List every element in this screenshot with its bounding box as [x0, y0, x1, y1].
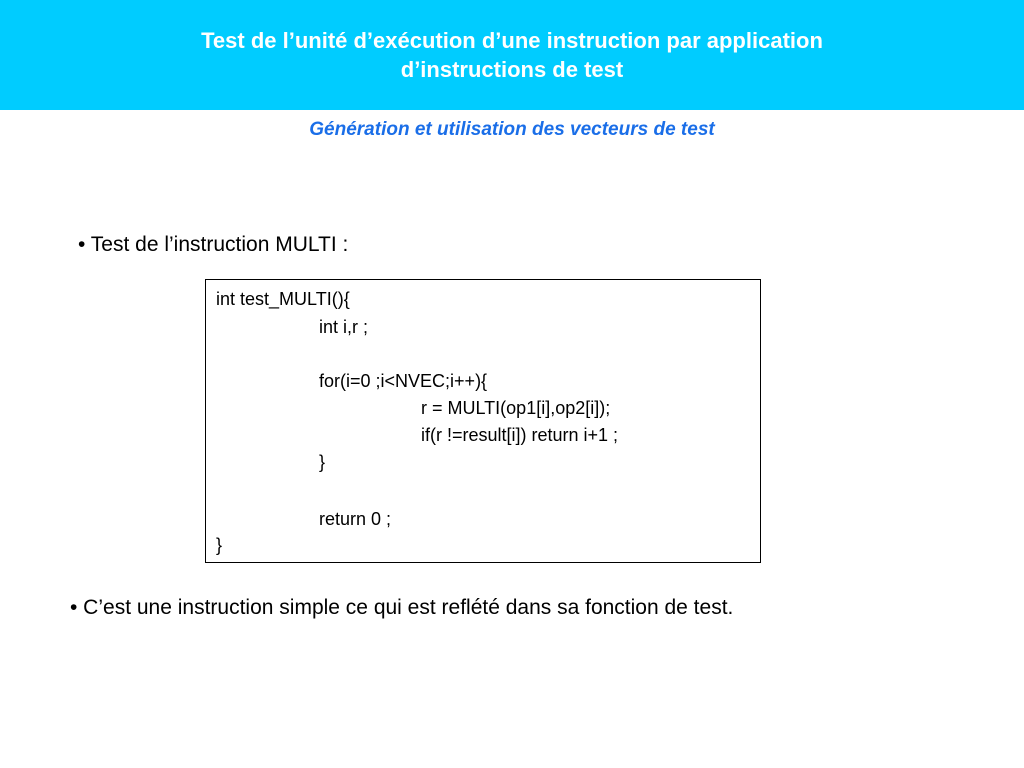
slide-subtitle: Génération et utilisation des vecteurs de test: [309, 119, 715, 140]
code-line-for-loop: for(i=0 ;i<NVEC;i++){: [319, 371, 488, 391]
title-bar: [0, 0, 1024, 110]
bullet-test-multi: • Test de l’instruction MULTI :: [78, 233, 349, 256]
code-line-function-close: }: [216, 535, 223, 555]
code-line-return: return 0 ;: [319, 509, 392, 529]
code-box: [205, 279, 761, 563]
bullet-simple-instruction: • C’est une instruction simple ce qui est reflété dans sa fonction de test.: [70, 596, 734, 619]
slide-title-line-2: d’instructions de test: [400, 57, 624, 82]
code-line-function-header: int test_MULTI(){: [216, 289, 350, 309]
code-line-loop-close: }: [319, 452, 326, 472]
slide-title-line-1: Test de l’unité d’exécution d’une instruction par application: [201, 28, 823, 53]
code-line-result-check: if(r !=result[i]) return i+1 ;: [421, 425, 619, 445]
code-line-declarations: int i,r ;: [319, 317, 369, 337]
code-line-multi-call: r = MULTI(op1[i],op2[i]);: [421, 398, 611, 418]
